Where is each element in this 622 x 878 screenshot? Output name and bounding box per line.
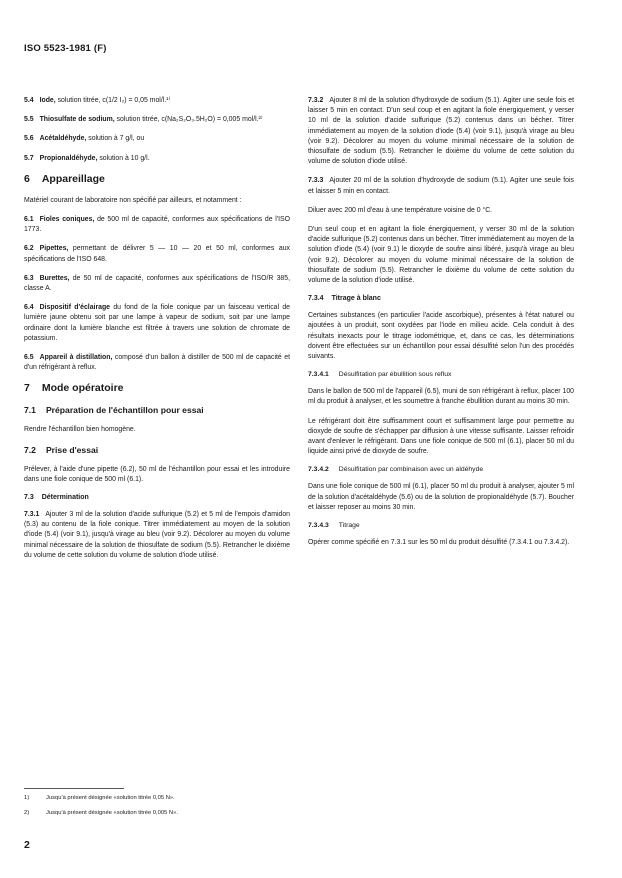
section-7-3-4-heading [308, 295, 574, 302]
document-header: ISO 5523-1981 (F) [24, 43, 107, 54]
section-number: 7.3.4 [308, 295, 324, 303]
item-6-5 [24, 353, 290, 373]
section-7-heading [24, 382, 290, 394]
item-title: Iode, [39, 97, 56, 104]
item-title: Acétaldéhyde, [39, 135, 87, 143]
item-title: Propionaldéhyde, [39, 154, 98, 162]
section-7-1-text: Rendre l'échantillon bien homogène. [24, 426, 136, 434]
item-number: 6.5 [24, 354, 34, 362]
section-7-2-heading [24, 445, 290, 455]
section-number: 7.3.4.3 [308, 522, 329, 530]
section-number: 7 [24, 382, 30, 395]
reagent-5-4 [24, 96, 290, 106]
section-title: Désulfitation par combinaison avec un aldéhyde [338, 466, 484, 474]
item-text: composé d'un ballon à distiller de 500 ml de capacité et d'un réfrigérant à reflux. [24, 354, 290, 372]
section-text: Ajouter 8 ml de la solution d'hydroxyde de sodium (5.1). Agiter une seule fois et laisser 5 min en contact. D'un seul coup et en agitant la fiole énergiquement, y verser 10 ml de la solution d'acide sulfurique (5.2) contenus dans un bécher. Titrer immédiatement au moyen de la solution d'iode (5.4) (voir 9.1), jusqu'à virage au bleu (voir 9.2). Décolorer au moyen du volume minimal nécessaire de la solution de thiosulfate de sodium (5.5). Retrancher le dixième du volume de cette solution du volume de solution d'iode utilisé. [308, 97, 574, 166]
item-6-2 [24, 244, 290, 264]
item-6-3 [24, 274, 290, 294]
reagent-5-5 [24, 115, 290, 125]
left-column [24, 96, 290, 570]
section-title: Titrage à blanc [331, 295, 381, 303]
section-number: 7.1 [24, 405, 36, 416]
footnote-text: Jusqu'à présent désignée «solution titrée 0,05 N». [46, 795, 175, 801]
footnote-divider [24, 788, 124, 789]
section-7-1-heading [24, 405, 290, 415]
section-number: 7.3.2 [308, 97, 324, 104]
section-7-3-4-1-p2: Le réfrigérant doit être suffisamment court et suffisamment large pour permettre au dioxyde de soufre de s'échapper par diffusion à une vitesse suffisante. Laisser refroidir avant d'enlever le réfrigérant. Dans une fiole conique de 500 ml (6.1), placer 50 ml du liquide ainsi privé de dioxyde de soufre. [308, 417, 574, 456]
item-number: 6.2 [24, 245, 34, 253]
section-7-3-3-p2: Diluer avec 200 ml d'eau à une température voisine de 0 °C. [308, 206, 493, 214]
reagent-5-7 [24, 154, 290, 164]
section-number: 6 [24, 172, 30, 185]
section-number: 7.3.3 [308, 177, 324, 185]
section-6-intro: Matériel courant de laboratoire non spécifié par ailleurs, et notamment : [24, 196, 242, 204]
section-7-3-4-3-text: Opérer comme spécifié en 7.3.1 sur les 50 ml du produit désulfité (7.3.4.1 ou 7.3.4.2). [308, 539, 570, 547]
item-number: 6.1 [24, 216, 34, 224]
item-number: 6.4 [24, 304, 34, 312]
item-text: permettant de délivrer 5 — 10 — 20 et 50 ml, conformes aux spécifications de l'ISO 648. [24, 245, 290, 263]
item-text: solution à 10 g/l. [99, 154, 150, 162]
section-number: 7.3.4.2 [308, 466, 329, 474]
item-text: de 50 ml de capacité, conformes aux spécifications de l'ISO/R 385, classe A. [24, 274, 290, 293]
section-7-3-4-2-heading [308, 466, 574, 473]
section-7-3-heading [24, 494, 290, 501]
item-text: du fond de la fiole conique par un faisceau vertical de lumière jaune obtenu soit par une lampe à vapeur de sodium, soit par une lampe ordinaire dont la lumière blanche est filtrée à travers une solution de chromate de potassium. [24, 304, 290, 342]
item-number: 5.7 [24, 154, 34, 162]
section-7-3-4-text: Certaines substances (en particulier l'acide ascorbique), présentes à l'état naturel ou ajoutées à un produit, sont oxydées par l'iode en milieu acide. Cela conduit à des résultats inexacts pour le titrage iodométrique, et, dans ce cas, les déterminations doivent être effectuées sur un échantillon pour essai désulfité selon l'un des procédés suivants. [308, 312, 574, 361]
item-text: solution titrée, c(Na₂S₂O₃.5H₂O) = 0,005 mol/l.²⁾ [116, 116, 263, 124]
section-title: Désulfitation par ébullition sous reflux [338, 371, 452, 379]
section-number: 7.3 [24, 494, 34, 502]
section-7-3-4-1-heading [308, 371, 574, 378]
footnote-text: Jusqu'à présent désignée «solution titrée 0,005 N». [46, 810, 178, 816]
section-title: Préparation de l'échantillon pour essai [45, 405, 204, 416]
footnote-1 [24, 795, 175, 801]
item-text: solution à 7 g/l, ou [88, 135, 145, 143]
section-7-3-2 [308, 96, 574, 167]
item-6-4 [24, 303, 290, 344]
item-title: Pipettes, [39, 245, 69, 253]
item-6-1 [24, 215, 290, 235]
section-6-heading [24, 173, 290, 185]
page-number: 2 [24, 839, 30, 851]
section-title: Appareillage [41, 172, 105, 185]
section-7-3-1 [24, 510, 290, 561]
item-title: Thiosulfate de sodium, [39, 116, 115, 124]
section-7-3-4-1-p1: Dans le ballon de 500 ml de l'appareil (6.5), muni de son réfrigérant à reflux, placer 100 ml du produit à analyser, et les soumettre à franche ébullition durant au moins 30 min. [308, 388, 574, 406]
item-title: Fioles coniques, [39, 216, 95, 224]
item-number: 5.6 [24, 135, 34, 143]
item-title: Appareil à distillation, [39, 354, 113, 362]
right-column [308, 96, 574, 557]
section-number: 7.3.1 [24, 511, 40, 519]
section-title: Titrage [338, 522, 360, 530]
footnote-number: 1) [24, 795, 30, 801]
item-number: 5.5 [24, 116, 34, 124]
item-title: Burettes, [39, 274, 70, 282]
section-text: Ajouter 3 ml de la solution d'acide sulfurique (5.2) et 5 ml de l'empois d'amidon (5.3) au contenu de la fiole conique. Titrer immédiatement au moyen de la solution d'iode (5.4) (voir 9.1), jusqu'à virage au bleu (voir 9.2). Décolorer au moyen du volume minimal nécessaire de la solution de thiosulfate de sodium (5.5). Retrancher le dixième du volume de cette solution du volume de solution d'iode utilisé. [24, 511, 290, 559]
section-number: 7.3.4.1 [308, 371, 329, 379]
item-title: Dispositif d'éclairage [39, 304, 111, 312]
section-7-3-3-p3: D'un seul coup et en agitant la fiole énergiquement, y verser 30 ml de la solution d'acide sulfurique (5.2) contenus dans un bécher. Titrer immédiatement au moyen de la solution d'iode (5.4) (voir 9.1) le dioxyde de soufre ainsi libéré, jusqu'à virage au bleu (voir 9.2). Décolorer au moyen du volume minimal nécessaire de la solution de thiosulfate de sodium (5.5). Retrancher le dixième du volume de cette solution du volume de la solution d'iode utilisé. [308, 226, 574, 285]
section-7-2-text: Prélever, à l'aide d'une pipette (6.2), 50 ml de l'échantillon pour essai et les introduire dans une fiole conique de 500 ml (6.1). [24, 465, 290, 483]
section-text: Ajouter 20 ml de la solution d'hydroxyde de sodium (5.1). Agiter une seule fois et laisser 5 min en contact. [308, 177, 574, 195]
footnote-2 [24, 810, 178, 816]
section-title: Mode opératoire [41, 382, 124, 395]
section-7-3-4-2-text: Dans une fiole conique de 500 ml (6.1), placer 50 ml du produit à analyser, ajouter 5 ml de la solution d'acétaldéhyde (5.6) ou de la solution de propionaldéhyde (5.7). Boucher et laisser reposer au moins 30 min. [308, 483, 574, 511]
footnote-number: 2) [24, 810, 30, 816]
section-number: 7.2 [24, 444, 36, 455]
section-title: Prise d'essai [45, 444, 99, 455]
section-title: Détermination [41, 494, 89, 502]
section-7-3-4-3-heading [308, 522, 574, 529]
item-text: solution titrée, c(1/2 I₂) = 0,05 mol/l.¹⁾ [57, 97, 171, 104]
section-7-3-3-p1 [308, 176, 574, 196]
reagent-5-6 [24, 134, 290, 144]
item-text: de 500 ml de capacité, conformes aux spécifications de l'ISO 1773. [24, 216, 290, 234]
item-number: 5.4 [24, 97, 34, 104]
item-number: 6.3 [24, 274, 34, 282]
